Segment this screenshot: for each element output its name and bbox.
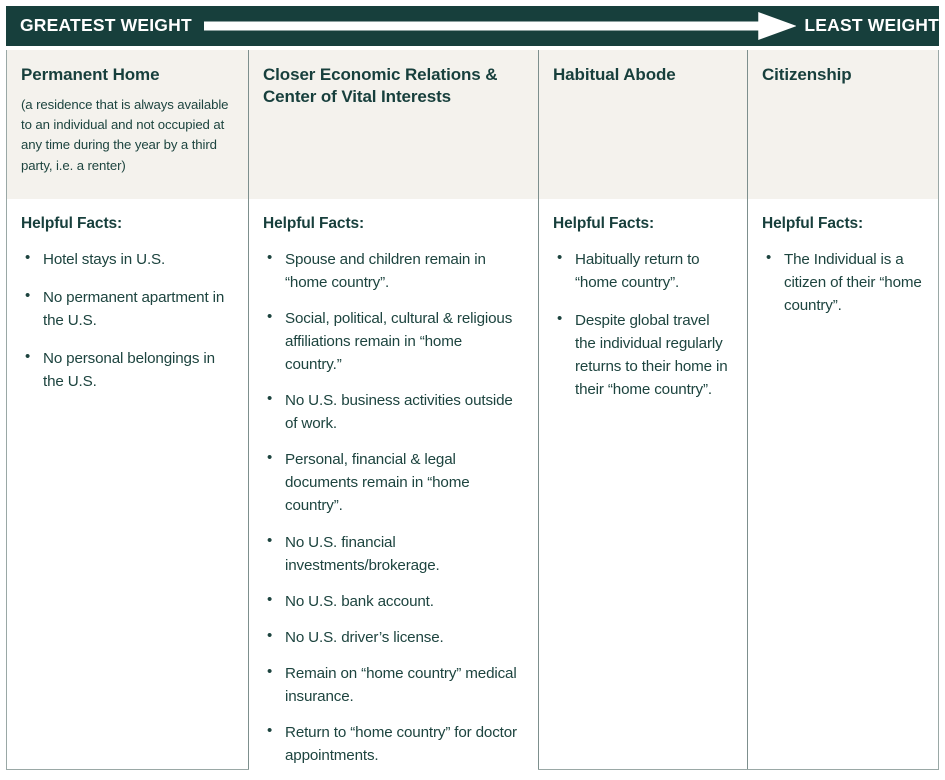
column-title: Citizenship — [762, 65, 852, 84]
column-header — [539, 50, 747, 199]
helpful-facts-list — [21, 248, 232, 393]
column-habitual-abode — [539, 50, 748, 769]
list-item: • The Individual is a citizen of their “home country”. — [762, 248, 922, 317]
column-title: Closer Economic Relations & Center of Vital Interests — [263, 65, 498, 107]
column-header — [748, 50, 938, 199]
helpful-facts-heading: Helpful Facts: — [21, 215, 123, 232]
list-item: • Despite global travel the individual regularly returns to their home in their “home country”. — [553, 309, 731, 401]
tie-breaker-matrix — [6, 50, 939, 770]
column-subtitle: (a residence that is always available to an individual and not occupied at any time during the year by a third party, i.e. a renter) — [21, 97, 229, 173]
list-item: • No U.S. driver’s license. — [263, 626, 522, 649]
greatest-weight-label: GREATEST WEIGHT — [20, 15, 192, 36]
list-item: • Return to “home country” for doctor appointments. — [263, 721, 522, 767]
list-item: • Habitually return to “home country”. — [553, 248, 731, 294]
least-weight-label: LEAST WEIGHT — [804, 15, 939, 36]
list-item: • No U.S. financial investments/brokerage. — [263, 531, 522, 577]
helpful-facts-list — [762, 248, 922, 317]
column-body — [7, 199, 248, 769]
column-citizenship — [748, 50, 938, 769]
list-item: • Hotel stays in U.S. — [21, 248, 232, 271]
helpful-facts-list — [553, 248, 731, 402]
list-item: • Personal, financial & legal documents remain in “home country”. — [263, 448, 522, 517]
helpful-facts-heading: Helpful Facts: — [263, 215, 365, 232]
helpful-facts-list — [263, 248, 522, 768]
list-item: • No personal belongings in the U.S. — [21, 347, 232, 393]
list-item: • No U.S. business activities outside of work. — [263, 389, 522, 435]
helpful-facts-heading: Helpful Facts: — [553, 215, 655, 232]
right-arrow-icon — [204, 6, 797, 46]
column-body — [539, 199, 747, 769]
list-item: • Social, political, cultural & religious affiliations remain in “home country.” — [263, 307, 522, 376]
list-item: • No U.S. bank account. — [263, 590, 522, 613]
column-title: Habitual Abode — [553, 65, 676, 84]
column-header — [7, 50, 248, 199]
helpful-facts-heading: Helpful Facts: — [762, 215, 864, 232]
column-body — [748, 199, 938, 769]
weight-direction-banner — [6, 6, 939, 46]
list-item: • Spouse and children remain in “home country”. — [263, 248, 522, 294]
list-item: • Remain on “home country” medical insurance. — [263, 662, 522, 708]
column-header — [249, 50, 538, 199]
list-item: • No permanent apartment in the U.S. — [21, 286, 232, 332]
column-body — [249, 199, 538, 780]
column-closer-economic-relations — [249, 50, 539, 769]
column-title: Permanent Home — [21, 65, 160, 84]
column-permanent-home — [7, 50, 249, 769]
